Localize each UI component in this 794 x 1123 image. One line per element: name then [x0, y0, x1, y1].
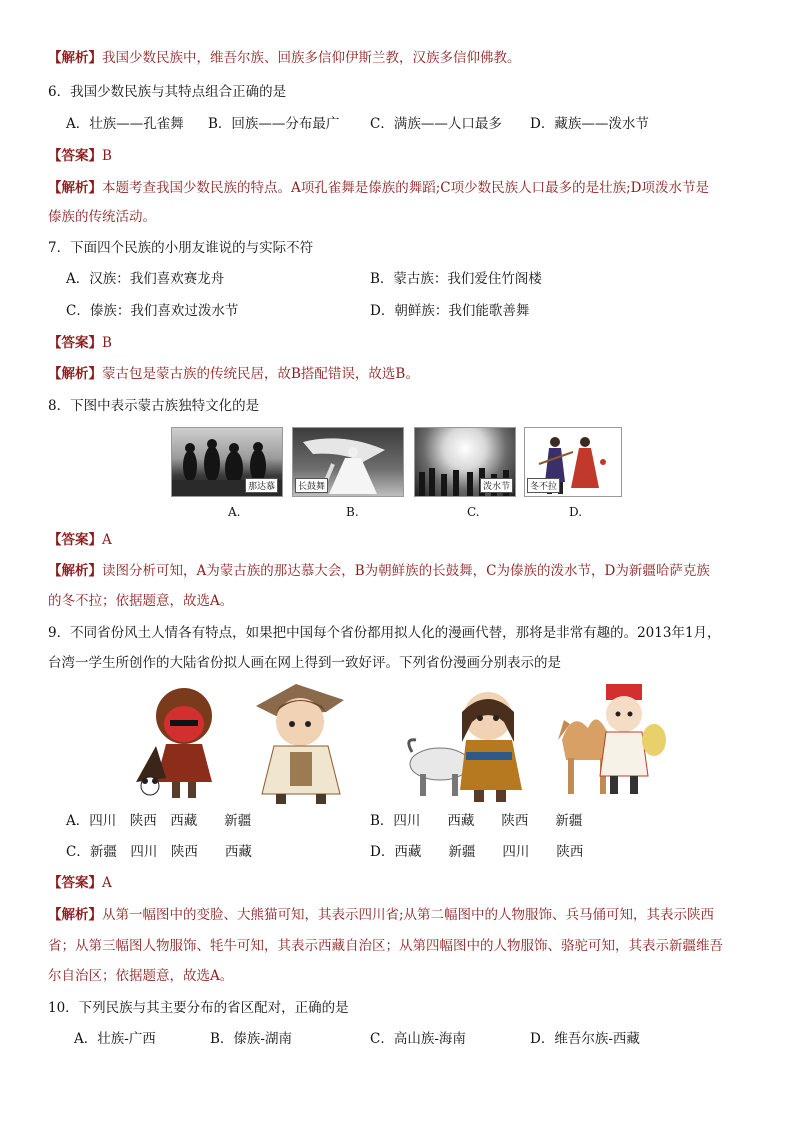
q7-answer	[48, 333, 754, 353]
shaanxi-cartoon	[236, 676, 364, 806]
analysis-text: 本题考查我国少数民族的特点。A项孔雀舞是傣族的舞蹈;C项少数民族人口最多的是壮族;D项泼水节是	[102, 180, 709, 196]
dombra-photo	[524, 427, 622, 497]
q7-option-d: D．朝鲜族：我们能歌善舞	[370, 303, 530, 319]
q9-analysis-2: 省；从第三幅图人物服饰、牦牛可知，其表示西藏自治区；从第四幅图中的人物服饰、骆驼可知，其表示新疆维吾	[48, 938, 723, 954]
q7-analysis	[48, 364, 754, 384]
q6-option-a: A．壮族——孔雀舞	[66, 116, 184, 132]
q6-option-b: B．回族——分布最广	[208, 116, 340, 132]
q10-option-c: C．高山族-海南	[370, 1031, 466, 1047]
image-label-b: B.	[346, 505, 359, 519]
xinjiang-cartoon	[558, 680, 670, 800]
q9-option-d: D．西藏 新疆 四川 陕西	[370, 844, 584, 860]
q10-option-a: A．壮族-广西	[74, 1031, 156, 1047]
q10-stem: 10．下列民族与其主要分布的省区配对，正确的是	[48, 1000, 349, 1016]
sichuan-cartoon	[126, 682, 236, 802]
tibet-cartoon	[404, 682, 534, 806]
analysis-tag: 【解析】	[48, 563, 102, 579]
image-caption: 泼水节	[480, 478, 513, 493]
q9-option-a: A．四川 陕西 西藏 新疆	[66, 813, 252, 829]
q9-stem-1: 9．不同省份风土人情各有特点，如果把中国每个省份都用拟人化的漫画代替，那将是非常有趣的。2013年1月，	[48, 625, 721, 641]
analysis-text: 我国少数民族中，维吾尔族、回族多信仰伊斯兰教，汉族多信仰佛教。	[102, 50, 521, 66]
answer-tag: 【答案】	[48, 148, 102, 164]
image-caption: 那达慕	[245, 478, 278, 493]
q7-stem: 7．下面四个民族的小朋友谁说的与实际不符	[48, 240, 314, 256]
answer-value: A	[102, 532, 112, 548]
q6-analysis-2: 傣族的传统活动。	[48, 209, 156, 225]
analysis-tag: 【解析】	[48, 50, 102, 66]
q9-option-b: B．四川 西藏 陕西 新疆	[370, 813, 583, 829]
q9-analysis-3: 尔自治区；依据题意，故选A。	[48, 968, 234, 984]
analysis-tag: 【解析】	[48, 366, 102, 382]
q9-analysis-1	[48, 905, 754, 925]
analysis-text: 从第一幅图中的变脸、大熊猫可知，其表示四川省;从第二幅图中的人物服饰、兵马俑可知，其表示陕西	[102, 907, 715, 923]
q6-answer	[48, 146, 754, 166]
water-festival-photo	[414, 427, 516, 497]
q7-option-c: C．傣族：我们喜欢过泼水节	[66, 303, 239, 319]
analysis-tag: 【解析】	[48, 907, 102, 923]
q9-option-c: C．新疆 四川 陕西 西藏	[66, 844, 252, 860]
answer-value: B	[102, 335, 112, 351]
image-label-d: D.	[569, 505, 583, 519]
q6-option-d: D．藏族——泼水节	[530, 116, 649, 132]
answer-tag: 【答案】	[48, 335, 102, 351]
q7-option-a: A．汉族：我们喜欢赛龙舟	[66, 271, 225, 287]
image-label-c: C.	[467, 505, 480, 519]
answer-tag: 【答案】	[48, 875, 102, 891]
naadam-photo	[171, 427, 283, 497]
q8-analysis-1	[48, 561, 754, 581]
answer-value: A	[102, 875, 112, 891]
q6-analysis-1	[48, 178, 754, 198]
long-drum-dance-photo	[292, 427, 404, 497]
analysis-tag: 【解析】	[48, 180, 102, 196]
q10-option-b: B．傣族-湖南	[210, 1031, 292, 1047]
analysis-text: 蒙古包是蒙古族的传统民居，故B搭配错误，故选B。	[102, 366, 419, 382]
image-caption: 冬不拉	[527, 478, 560, 493]
image-label-a: A.	[228, 505, 241, 519]
answer-tag: 【答案】	[48, 532, 102, 548]
q8-answer	[48, 530, 754, 550]
q5-analysis	[48, 48, 754, 68]
answer-value: B	[102, 148, 112, 164]
q8-stem: 8．下图中表示蒙古族独特文化的是	[48, 398, 260, 414]
q10-option-d: D．维吾尔族-西藏	[530, 1031, 640, 1047]
q8-analysis-2: 的冬不拉；依据题意，故选A。	[48, 593, 234, 609]
q6-option-c: C．满族——人口最多	[370, 116, 502, 132]
image-caption: 长鼓舞	[295, 478, 328, 493]
q6-stem: 6．我国少数民族与其特点组合正确的是	[48, 84, 287, 100]
analysis-text: 读图分析可知，A为蒙古族的那达慕大会，B为朝鲜族的长鼓舞，C为傣族的泼水节，D为新疆哈萨克族	[102, 563, 710, 579]
q9-answer	[48, 873, 754, 893]
q9-stem-2: 台湾一学生所创作的大陆省份拟人画在网上得到一致好评。下列省份漫画分别表示的是	[48, 655, 561, 671]
q7-option-b: B．蒙古族：我们爱住竹阁楼	[370, 271, 542, 287]
